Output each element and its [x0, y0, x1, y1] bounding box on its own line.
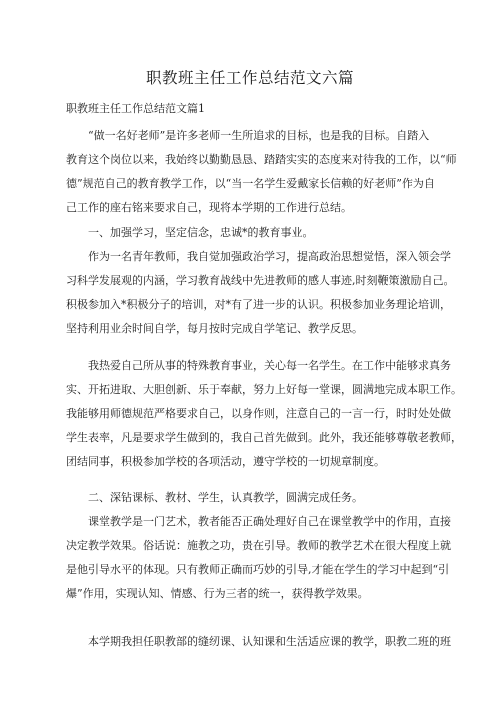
paragraph-3 [66, 354, 462, 474]
heading-line: 二、深钻课标、教材、学生，认真教学，圆满完成任务。 [66, 491, 363, 504]
paragraph-line: 课堂教学是一门艺术，教者能否正确处理好自己在课堂教学中的作用，直接 [66, 515, 451, 528]
heading-line: 一、加强学习，坚定信念，忠诚*的教育事业。 [66, 226, 314, 239]
paragraph-line: 决定教学效果。俗话说：施教之功，贵在引导。教师的教学艺术在很大程度上就 [66, 539, 451, 553]
paragraph-2 [66, 245, 455, 341]
paragraph-5 [66, 630, 451, 654]
paragraph-line: “做一名好老师”是许多老师一生所追求的目标，也是我的目标。自踏入 [66, 129, 430, 142]
paragraph-line: 是他引导水平的体现。只有教师正确而巧妙的引导,才能在学生的学习中起到“引 [66, 563, 450, 577]
paragraph-line: 积极参加入*积极分子的培训，对*有了进一步的认识。积极参加业务理论培训， [66, 298, 451, 312]
paragraph-line: 我能够用师德规范严格要求自己，以身作则，注意自己的一言一行，时时处处做 [66, 407, 451, 421]
paragraph-line: 学生表率，凡是要求学生做到的，我自己首先做到。此外，我还能够尊敬老教师， [66, 431, 462, 445]
document-title: 职教班主任工作总结范文六篇 [145, 69, 354, 87]
paragraph-line: 爆”作用，实现认知、情感、行为三者的统一，获得教学效果。 [66, 587, 369, 601]
paragraph-line: 实、开拓进取、大胆创新、乐于奉献，努力上好每一堂课，圆满地完成本职工作。 [66, 383, 462, 397]
paragraph-line: 本学期我担任职教部的缝纫课、认知课和生活适应课的教学，职教二班的班 [66, 635, 451, 648]
paragraph-line: 作为一名青年教师，我自觉加强政治学习，提高政治思想觉悟，深入领会学 [66, 250, 451, 263]
paragraph-1 [66, 124, 457, 220]
section-subtitle: 职教班主任工作总结范文篇1 [66, 102, 205, 115]
section-heading-2 [66, 486, 436, 510]
paragraph-line: 教育这个岗位以来，我始终以勤勤恳恳、踏踏实实的态度来对待我的工作，以“师 [66, 153, 457, 167]
paragraph-line: 己工作的座右铭来要求自己，现将本学期的工作进行总结。 [66, 201, 352, 215]
paragraph-line: 团结同事，积极参加学校的各项活动，遵守学校的一切规章制度。 [66, 455, 385, 469]
paragraph-line: 我热爱自己所从事的特殊教育事业，关心每一名学生。在工作中能够求真务 [66, 359, 451, 372]
paragraph-line: 德”规范自己的教育教学工作，以“当一名学生爱戴家长信赖的好老师”作为自 [66, 177, 435, 191]
paragraph-line: 坚持利用业余时间自学，每月按时完成自学笔记、教学反思。 [66, 322, 363, 336]
section-heading-1 [66, 221, 436, 245]
paragraph-line: 习科学发展观的内涵，学习教育战线中先进教师的感人事迹,时刻鞭策激励自己。 [66, 274, 455, 288]
paragraph-4 [66, 510, 451, 606]
